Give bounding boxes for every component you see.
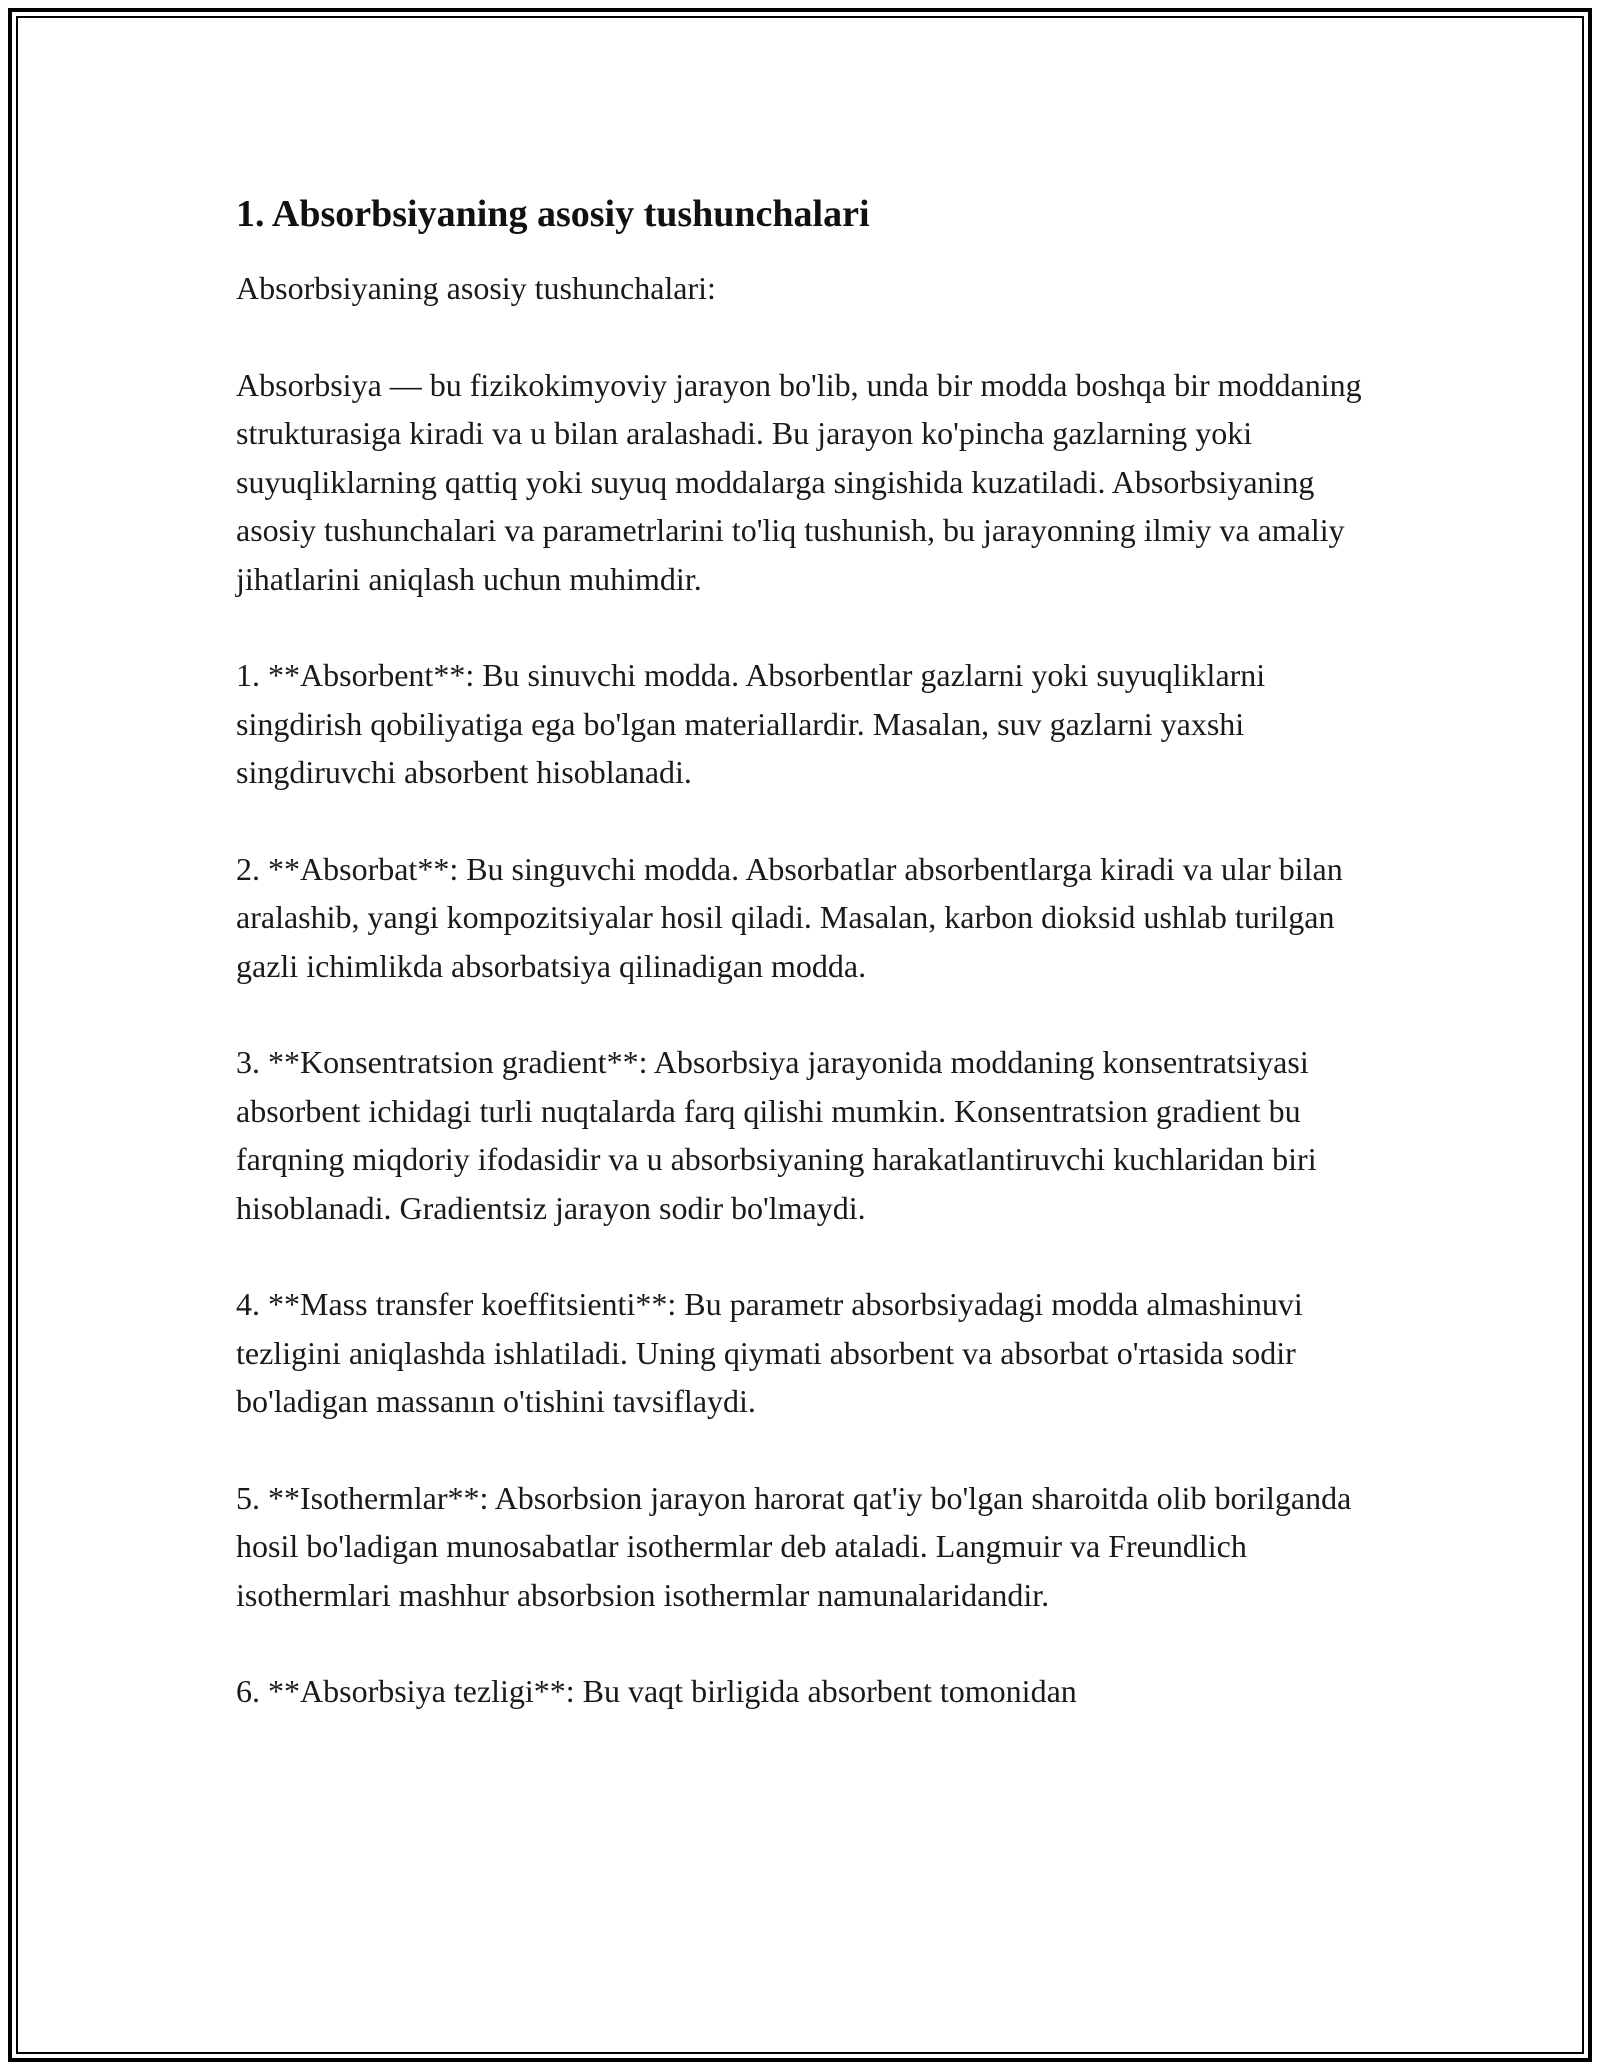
section-heading: 1. Absorbsiyaning asosiy tushunchalari <box>236 193 870 235</box>
list-item-concentration-gradient: 3. **Konsentratsion gradient**: Absorbsiya jarayonida moddaning konsentratsiyasi absorbent ichidagi turli nuqtalarda farq qilishi mumkin. Konsentratsion gradient bu farqning miqdoriy ifodasidir va u absorbsiyaning harakatlantiruvchi kuchlaridan biri hisoblanadi. Gradientsiz jarayon sodir bo'lmaydi. <box>236 1044 1317 1226</box>
definition-paragraph: Absorbsiya — bu fizikokimyoviy jarayon bo'lib, unda bir modda boshqa bir moddaning strukturasiga kiradi va u bilan aralashadi. Bu jarayon ko'pincha gazlarning yoki suyuqliklarning qattiq yoki suyuq moddalarga singishida kuzatiladi. Absorbsiyaning asosiy tushunchalari va parametrlarini to'liq tushunish, bu jarayonning ilmiy va amaliy jihatlarini aniqlash uchun muhimdir. <box>236 366 1362 597</box>
list-item-absorbat: 2. **Absorbat**: Bu singuvchi modda. Absorbatlar absorbentlarga kiradi va ular bilan aralashib, yangi kompozitsiyalar hosil qiladi. Masalan, karbon dioksid ushlab turilgan gazli ichimlikda absorbatsiya qilinadigan modda. <box>236 850 1343 984</box>
list-item-absorption-rate: 6. **Absorbsiya tezligi**: Bu vaqt birligida absorbent tomonidan <box>236 1673 1077 1709</box>
list-item-isotherms: 5. **Isothermlar**: Absorbsion jarayon harorat qat'iy bo'lgan sharoitda olib borilganda hosil bo'ladigan munosabatlar isothermlar deb ataladi. Langmuir va Freundlich isothermlari mashhur absorbsion isothermlar namunalaridandir. <box>236 1479 1352 1613</box>
document-content <box>236 186 1366 1764</box>
list-item-mass-transfer: 4. **Mass transfer koeffitsienti**: Bu parametr absorbsiyadagi modda almashinuvi tezligini aniqlashda ishlatiladi. Uning qiymati absorbent va absorbat o'rtasida sodir bo'ladigan massanın o'tishini tavsiflaydi. <box>236 1286 1303 1419</box>
intro-label: Absorbsiyaning asosiy tushunchalari: <box>236 270 716 306</box>
list-item-absorbent: 1. **Absorbent**: Bu sinuvchi modda. Absorbentlar gazlarni yoki suyuqliklarni singdirish qobiliyatiga ega bo'lgan materiallardir. Masalan, suv gazlarni yaxshi singdiruvchi absorbent hisoblanadi. <box>236 657 1266 790</box>
